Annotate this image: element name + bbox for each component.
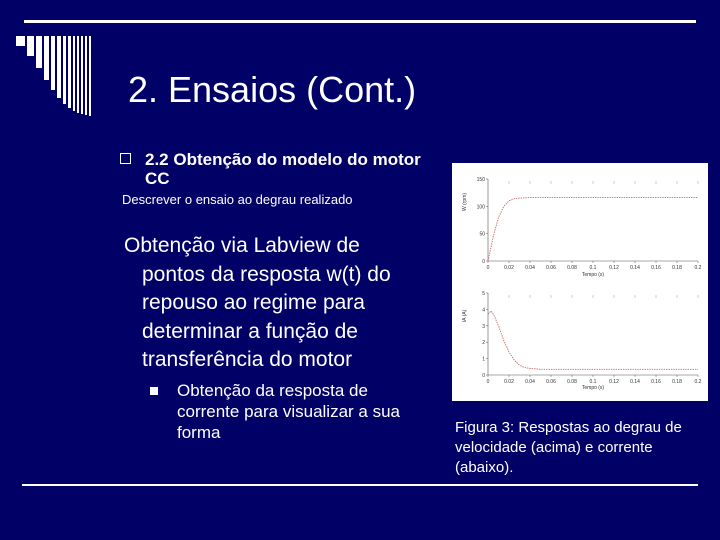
x-tick-label: 0.1: [589, 379, 597, 385]
x-axis-label: Tempo (s): [581, 385, 605, 391]
x-tick-label: 0.2: [694, 379, 702, 385]
square-bullet-icon: [120, 153, 131, 164]
y-tick-label: 150: [476, 177, 485, 183]
series-line: [488, 198, 698, 261]
x-tick-label: 0.14: [630, 379, 640, 385]
body-line: Obtenção via Labview de: [124, 234, 360, 257]
step-response-charts: [452, 163, 708, 401]
x-tick-label: 0.2: [694, 265, 702, 271]
y-tick-label: 4: [482, 307, 485, 314]
x-tick-label: 0.08: [567, 379, 577, 385]
y-tick-label: 0: [482, 259, 485, 265]
x-tick-label: 0.06: [546, 265, 556, 271]
x-tick-label: 0.02: [504, 265, 514, 271]
y-tick-label: 50: [479, 231, 485, 238]
x-tick-label: 0.16: [651, 379, 661, 385]
x-tick-label: 0.14: [630, 265, 640, 271]
x-axis-label: Tempo (s): [581, 272, 605, 278]
x-tick-label: 0.16: [651, 265, 661, 271]
x-tick-label: 0: [486, 379, 490, 385]
series-line: [488, 311, 698, 369]
bullet-heading: [120, 150, 440, 188]
x-tick-label: 0.18: [672, 265, 682, 271]
x-tick-label: 0.02: [504, 379, 514, 385]
body-line: transferência do motor: [142, 348, 353, 371]
body-paragraph: [124, 232, 444, 375]
description-text: Descrever o ensaio ao degrau realizado: [122, 192, 353, 207]
x-tick-label: 0.06: [546, 379, 556, 385]
y-tick-label: 5: [482, 291, 485, 297]
top-divider: [24, 20, 696, 23]
decorative-stripes: [16, 36, 124, 116]
bullet-heading-text: 2.2 Obtenção do modelo do motor CC: [145, 150, 421, 188]
filled-square-bullet-icon: [150, 387, 158, 395]
y-tick-label: 3: [482, 323, 485, 330]
y-axis-label: W (rpm): [462, 192, 468, 212]
body-line: pontos da resposta w(t) do: [142, 262, 391, 286]
x-tick-label: 0.1: [589, 265, 597, 271]
x-tick-label: 0.18: [672, 379, 682, 385]
x-tick-label: 0.08: [567, 265, 577, 271]
y-tick-label: 2: [482, 340, 485, 347]
body-line: determinar a função de: [142, 319, 358, 343]
sub-bullet: [150, 380, 420, 443]
x-tick-label: 0.04: [525, 265, 535, 271]
figure-caption: Figura 3: Respostas ao degrau de velocidade (acima) e corrente (abaixo).: [455, 419, 682, 476]
body-line: repouso ao regime para: [142, 291, 365, 314]
y-tick-label: 100: [476, 204, 485, 211]
x-tick-label: 0.12: [609, 379, 619, 385]
y-tick-label: 0: [482, 373, 485, 379]
slide-title: 2. Ensaios (Cont.): [128, 69, 417, 110]
x-tick-label: 0.04: [525, 379, 535, 385]
step-response-figure: [452, 163, 708, 401]
x-tick-label: 0: [486, 265, 490, 271]
sub-bullet-text: Obtenção da resposta de corrente para visualizar a sua forma: [177, 381, 401, 442]
y-tick-label: 1: [482, 356, 485, 363]
y-axis-label: IA (A): [462, 309, 468, 323]
bottom-divider: [22, 484, 698, 486]
x-tick-label: 0.12: [609, 265, 619, 271]
